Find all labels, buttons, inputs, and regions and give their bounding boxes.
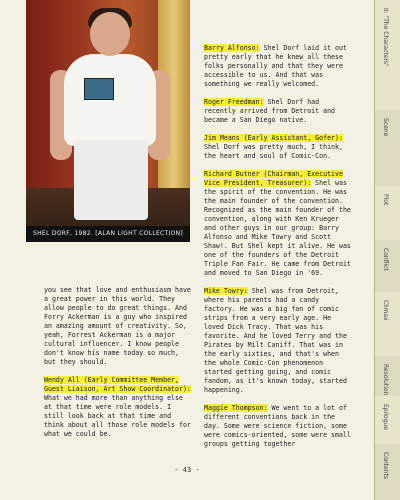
speaker-name: Barry Alfonso: [204, 44, 260, 52]
quote-paragraph [204, 98, 354, 125]
quote-text: What we had more than anything else at that time were role models. I still look back at that time and think about all those role models for what we could be. [44, 394, 191, 438]
chapter-tab-label: Resolution [382, 364, 389, 396]
chapter-tab-label: Conflict [382, 248, 389, 271]
chapter-tab[interactable] [374, 356, 400, 396]
quote-paragraph [204, 287, 354, 395]
quote-text: Shel was from Detroit, where his parents had a candy factory. He was a big fan of comic strips from a very early age. He loved Dick Tracy. That was his favorite. And he loved Terry and the Pirates by Milt Caniff. That was in the early sixties, and that's when the whole Comic-Con phenomenon started getting going, and comic fandom, as it's known today, started happening. [204, 287, 347, 394]
chapter-tab[interactable] [374, 186, 400, 240]
quote-text: Shel Dorf had recently arrived from Detroit and became a San Diego native. [204, 98, 336, 124]
chapter-tab[interactable] [374, 292, 400, 356]
portrait-photo [26, 0, 190, 242]
chapter-tab[interactable] [374, 0, 400, 110]
right-text-column [204, 44, 354, 458]
speaker-name: Mike Towry: [204, 287, 248, 295]
speaker-name: Wendy All (Early Committee Member, Guest Liaison, Art Show Coordinator): [44, 376, 191, 393]
quote-paragraph [204, 134, 354, 161]
chapter-tab-label: Scene [382, 118, 389, 137]
speaker-name: Jim Means (Early Assistant, Gofer): [204, 134, 343, 142]
quote-paragraph [204, 404, 354, 449]
speaker-name: Richard Butner (Chairman, Executive Vice President, Treasurer): [204, 170, 343, 187]
quote-text: We went to a lot of different conventions back in the day. Some were science fiction, some were comics-oriented, some were small groups getting together [204, 404, 351, 448]
chapter-tab-label: Plot [382, 194, 389, 206]
quote-paragraph [204, 170, 354, 278]
quote-paragraph [204, 44, 354, 89]
chapter-tab[interactable] [374, 110, 400, 186]
quote-paragraph [44, 376, 194, 439]
chapter-tab[interactable] [374, 240, 400, 292]
chapter-tab-label: Climax [382, 300, 389, 321]
quote-text: Shel Dorf was pretty much, I think, the heart and soul of Comic-Con. [204, 143, 343, 160]
chapter-tab-label: Epilogue [382, 404, 389, 430]
left-text-column [44, 286, 194, 448]
chapter-tab[interactable] [374, 396, 400, 444]
speaker-name: Roger Freedman: [204, 98, 264, 106]
quote-text: Shel Dorf laid it out pretty early that he knew all these folks personally and that they were accessible to us. And that was something we really welcomed. [204, 44, 347, 88]
quote-paragraph [44, 286, 194, 367]
page-number: - 43 - [174, 466, 200, 474]
photo-caption: SHEL DORF, 1982. [ALAN LIGHT COLLECTION] [26, 226, 190, 242]
chapter-tab-label: Contents [382, 452, 389, 479]
chapter-tab-label: II: "The Characters" [382, 8, 389, 67]
quote-text: Shel was the spirit of the convention. He was the main founder of the convention. Recognized as the main founder of the convention, along with Ken Krueger and other guys in our group: Barry Alfonso and Mike Towry and Scott Shaw!. But Shel kept it alive. He was one of the founders of the Detroit Triple Fan Fair. He came from Detroit and moved to San Diego in '69. [204, 179, 351, 277]
quote-text: you see that love and enthusiasm have a great power in this world. They allow people to do great things. And Forry Ackerman is a guy who inspired an amazing amount of creativity. So, yeah, Forrest Ackerman is a major cultural influencer. I know people don't know his name today so much, but they should. [44, 286, 191, 366]
speaker-name: Maggie Thompson: [204, 404, 268, 412]
chapter-tab[interactable] [374, 444, 400, 500]
